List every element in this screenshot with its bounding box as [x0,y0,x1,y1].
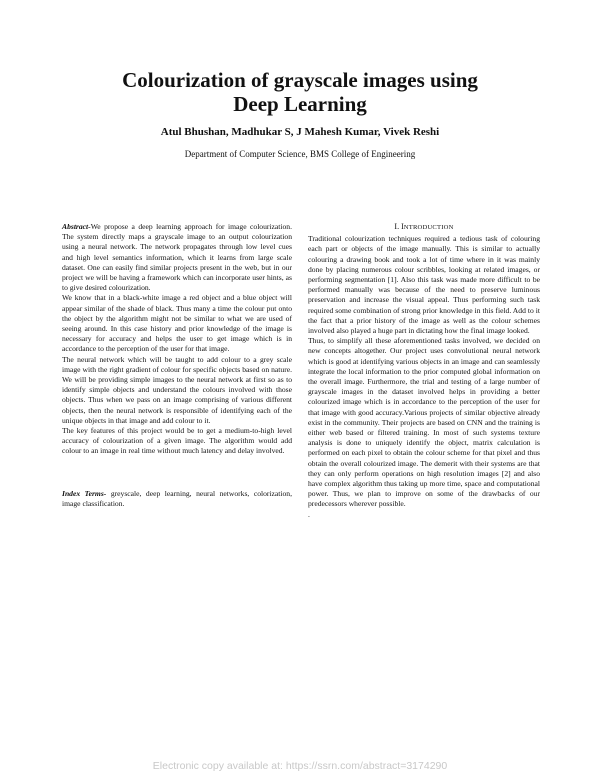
section-title-rest: NTRODUCTION [403,224,454,231]
title-line-1: Colourization of grayscale images using [122,68,478,92]
intro-paragraph-2: Thus, to simplify all these aforementioned tasks involved, we decided on new concepts altogether. Our project uses convolutional neural network which is good at identifying various objects in an image and can seamlessly integrate the local information to the prior computed global information on the overall image. Furthermore, the trial and testing of a large number of grayscale images in the dataset involved helps in providing a better colourized image which is in accordance to the perception of the user for that image with good accuracy.Various projects of similar objective already exist in the community. Their projects are based on CNN and the training is either web based or filtered training. In most of such systems texture analysis is done to uniquely identify the object, matrix calculation is performed on each pixel to obtain the colour scheme for that pixel and thus obtain the overall colourized image. The demerit with their systems are that they can only perform operations on high resolution images [2] and also have complex algorithm thus taking up more time, space and computational power. Thus, we plan to improve on some of the drawbacks of our predecessors wherever possible. [308,336,540,509]
abstract-paragraph-1 [62,222,292,293]
section-heading-introduction [308,222,540,233]
authors: Atul Bhushan, Madhukar S, J Mahesh Kumar, Vivek Reshi [160,126,440,138]
paper-title [60,68,540,116]
index-terms [62,489,292,509]
title-line-2: Deep Learning [233,92,367,116]
left-column [62,222,292,509]
section-first-letter: I [401,222,404,231]
abstract-text-1: We propose a deep learning approach for image colourization. The system directly maps a grayscale image to an output colourization using a neural network. The network propagates through low level cues and high level semantics information, which it learns from large scale dataset. One can easily find similar projects present in the web, but in our project we will be having a framework which can incorporate user hints, as to give desired colourization. [62,222,292,293]
right-column [308,222,540,520]
index-terms-label: Index Terms- [62,488,107,498]
abstract-paragraph-4: The key features of this project would be to get a medium-to-high level accuracy of colourization of a given image. The algorithm would add colour to an image in real time without much latency and delay involved. [62,426,292,456]
abstract-paragraph-3: The neural network which will be taught to add colour to a grey scale image with the right gradient of colour for specific objects based on nature. We will be providing simple images to the neural network at first so as to identify simple objects and understand the colours involved with those objects. Thus when we pass on an image comprising of various different objects, then the neural network is responsible of identifying each of the unique objects in that image and add colour to it. [62,354,292,425]
ssrn-footer: Electronic copy available at: https://ssrn.com/abstract=3174290 [152,760,448,772]
intro-paragraph-1: Traditional colourization techniques required a tedious task of colouring each part or objects of the image manually. This is similar to actually colouring a drawing book and took a lot of time where in it was mainly done by placing numerous colour scribbles, looking at related images, or performing segmentation [1]. Also this task was made more difficult to be performed manually was because of the need to preserve luminous preservation and increase the visual appeal. Thus performing such task required some combination of strong prior knowledge in this field. Add to it the fact that a prior history of the image as well as the colour schemes involved also played a huge part in dictating how the final image looked. [308,234,540,336]
abstract-paragraph-2: We know that in a black-white image a red object and a blue object will appear similar of the shade of black. Thus many a time the colour put onto the object by the algorithm might not be similar to what we are used of seeing around. In this case history and prior knowledge of the image is necessary for accuracy and helps the user to get image which is in accordance to the perception of the user for that image. [62,293,292,354]
intro-trailing-dot: . [308,509,310,519]
section-numeral: I. [394,222,400,231]
index-terms-text: greyscale, deep learning, neural networks, colorization, image classification. [62,488,292,508]
affiliation: Department of Computer Science, BMS College of Engineering [184,149,416,159]
abstract-label: Abstract- [62,222,91,231]
